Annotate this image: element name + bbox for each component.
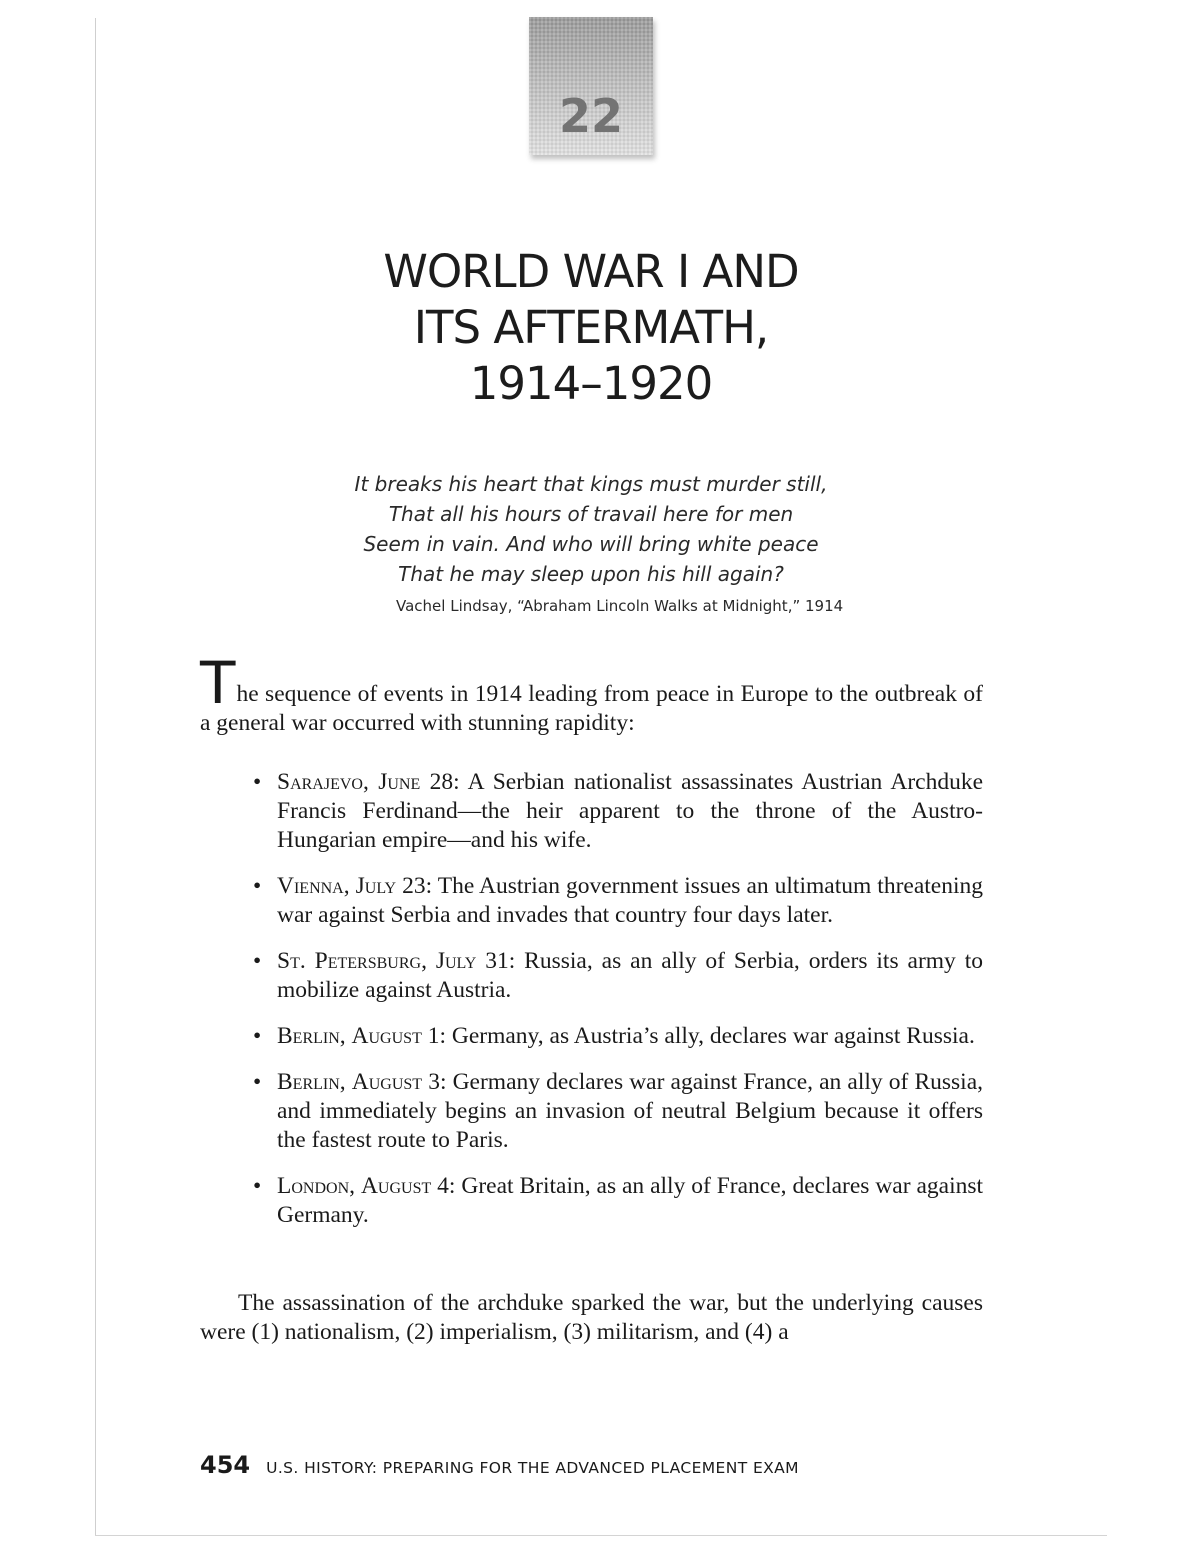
bullet-icon: • xyxy=(253,1069,262,1095)
bullet-icon: • xyxy=(253,948,262,974)
bullet-icon: • xyxy=(253,1023,262,1049)
epigraph-line: Seem in vain. And who will bring white peace xyxy=(363,532,819,556)
running-head: U.S. HISTORY: PREPARING FOR THE ADVANCED PLACEMENT EXAM xyxy=(266,1459,799,1477)
event-place: Berlin xyxy=(277,1069,340,1095)
bullet-icon: • xyxy=(253,1173,262,1199)
event-date: June xyxy=(378,769,421,795)
chapter-title xyxy=(290,244,892,412)
event-item: • St. Petersburg, July 31: Russia, as an ally of Serbia, orders its army to mobilize against Austria. xyxy=(253,948,983,1003)
event-list xyxy=(248,768,983,1247)
chapter-title-line: WORLD WAR I AND xyxy=(383,245,799,298)
event-place: London xyxy=(277,1173,350,1199)
event-place: Sarajevo xyxy=(277,769,363,795)
event-text: The Austrian government issues an ultimatum threatening war against Serbia and invades that country four days later. xyxy=(277,873,983,928)
intro-paragraph xyxy=(200,649,983,738)
epigraph-attribution: Vachel Lindsay, “Abraham Lincoln Walks at Midnight,” 1914 xyxy=(396,597,844,615)
epigraph-line: That all his hours of travail here for men xyxy=(388,502,794,526)
event-text: Great Britain, as an ally of France, declares war against Germany. xyxy=(277,1173,984,1228)
event-day: 3 xyxy=(428,1069,440,1095)
page-left-edge xyxy=(95,18,96,1536)
closing-paragraph: The assassination of the archduke sparked the war, but the underlying causes were (1) nationalism, (2) imperialism, (3) militarism, and (4) a xyxy=(200,1290,983,1345)
event-item: • Berlin, August 3: Germany declares war against France, an ally of Russia, and immediately begins an invasion of neutral Belgium because it offers the fastest route to Paris. xyxy=(253,1069,983,1153)
event-day: 23 xyxy=(402,873,426,899)
event-date: August xyxy=(360,1173,432,1199)
page-footer xyxy=(200,1451,799,1479)
event-text: Germany, as Austria’s ally, declares war against Russia. xyxy=(451,1023,975,1049)
event-place: St. Petersburg xyxy=(277,948,422,974)
chapter-title-line: 1914–1920 xyxy=(469,357,713,410)
event-place: Vienna xyxy=(277,873,344,899)
event-item: • Vienna, July 23: The Austrian government issues an ultimatum threatening war against Serbia and invades that country four days later. xyxy=(253,873,983,928)
event-text: A Serbian nationalist assassinates Austrian Archduke Francis Ferdinand—the heir apparent to the throne of the Austro-Hungarian empire—and his wife. xyxy=(277,769,984,853)
event-item: • London, August 4: Great Britain, as an ally of France, declares war against Germany. xyxy=(253,1173,984,1228)
event-date: July xyxy=(435,948,477,974)
event-place: Berlin xyxy=(277,1023,340,1049)
event-date: August xyxy=(351,1023,422,1049)
page-bottom-edge xyxy=(95,1535,1107,1536)
event-date: July xyxy=(355,873,397,899)
event-day: 28 xyxy=(429,769,454,795)
epigraph-line: It breaks his heart that kings must murder still, xyxy=(354,472,828,496)
chapter-number-tab xyxy=(529,17,653,155)
bullet-icon: • xyxy=(253,769,262,795)
event-day: 1 xyxy=(427,1023,440,1049)
event-text: Germany declares war against France, an ally of Russia, and immediately begins an invasion of neutral Belgium because it offers the fastest route to Paris. xyxy=(277,1069,983,1153)
page-number: 454 xyxy=(200,1451,251,1479)
drop-cap: T xyxy=(200,649,236,717)
event-date: August xyxy=(351,1069,423,1095)
chapter-number: 22 xyxy=(558,89,623,143)
intro-text: he sequence of events in 1914 leading from peace in Europe to the outbreak of a general war occurred with stunning rapidity: xyxy=(200,681,983,736)
event-item: • Berlin, August 1: Germany, as Austria’s ally, declares war against Russia. xyxy=(253,1023,975,1049)
bullet-icon: • xyxy=(253,873,262,899)
epigraph-line: That he may sleep upon his hill again? xyxy=(398,562,784,586)
epigraph xyxy=(300,469,882,589)
chapter-title-line: ITS AFTERMATH, xyxy=(413,301,769,354)
event-day: 4 xyxy=(437,1173,449,1199)
event-text: Russia, as an ally of Serbia, orders its army to mobilize against Austria. xyxy=(277,948,983,1003)
event-day: 31 xyxy=(485,948,509,974)
event-item: • Sarajevo, June 28: A Serbian nationalist assassinates Austrian Archduke Francis Ferdinand—the heir apparent to the throne of the Austro-Hungarian empire—and his wife. xyxy=(253,769,984,853)
